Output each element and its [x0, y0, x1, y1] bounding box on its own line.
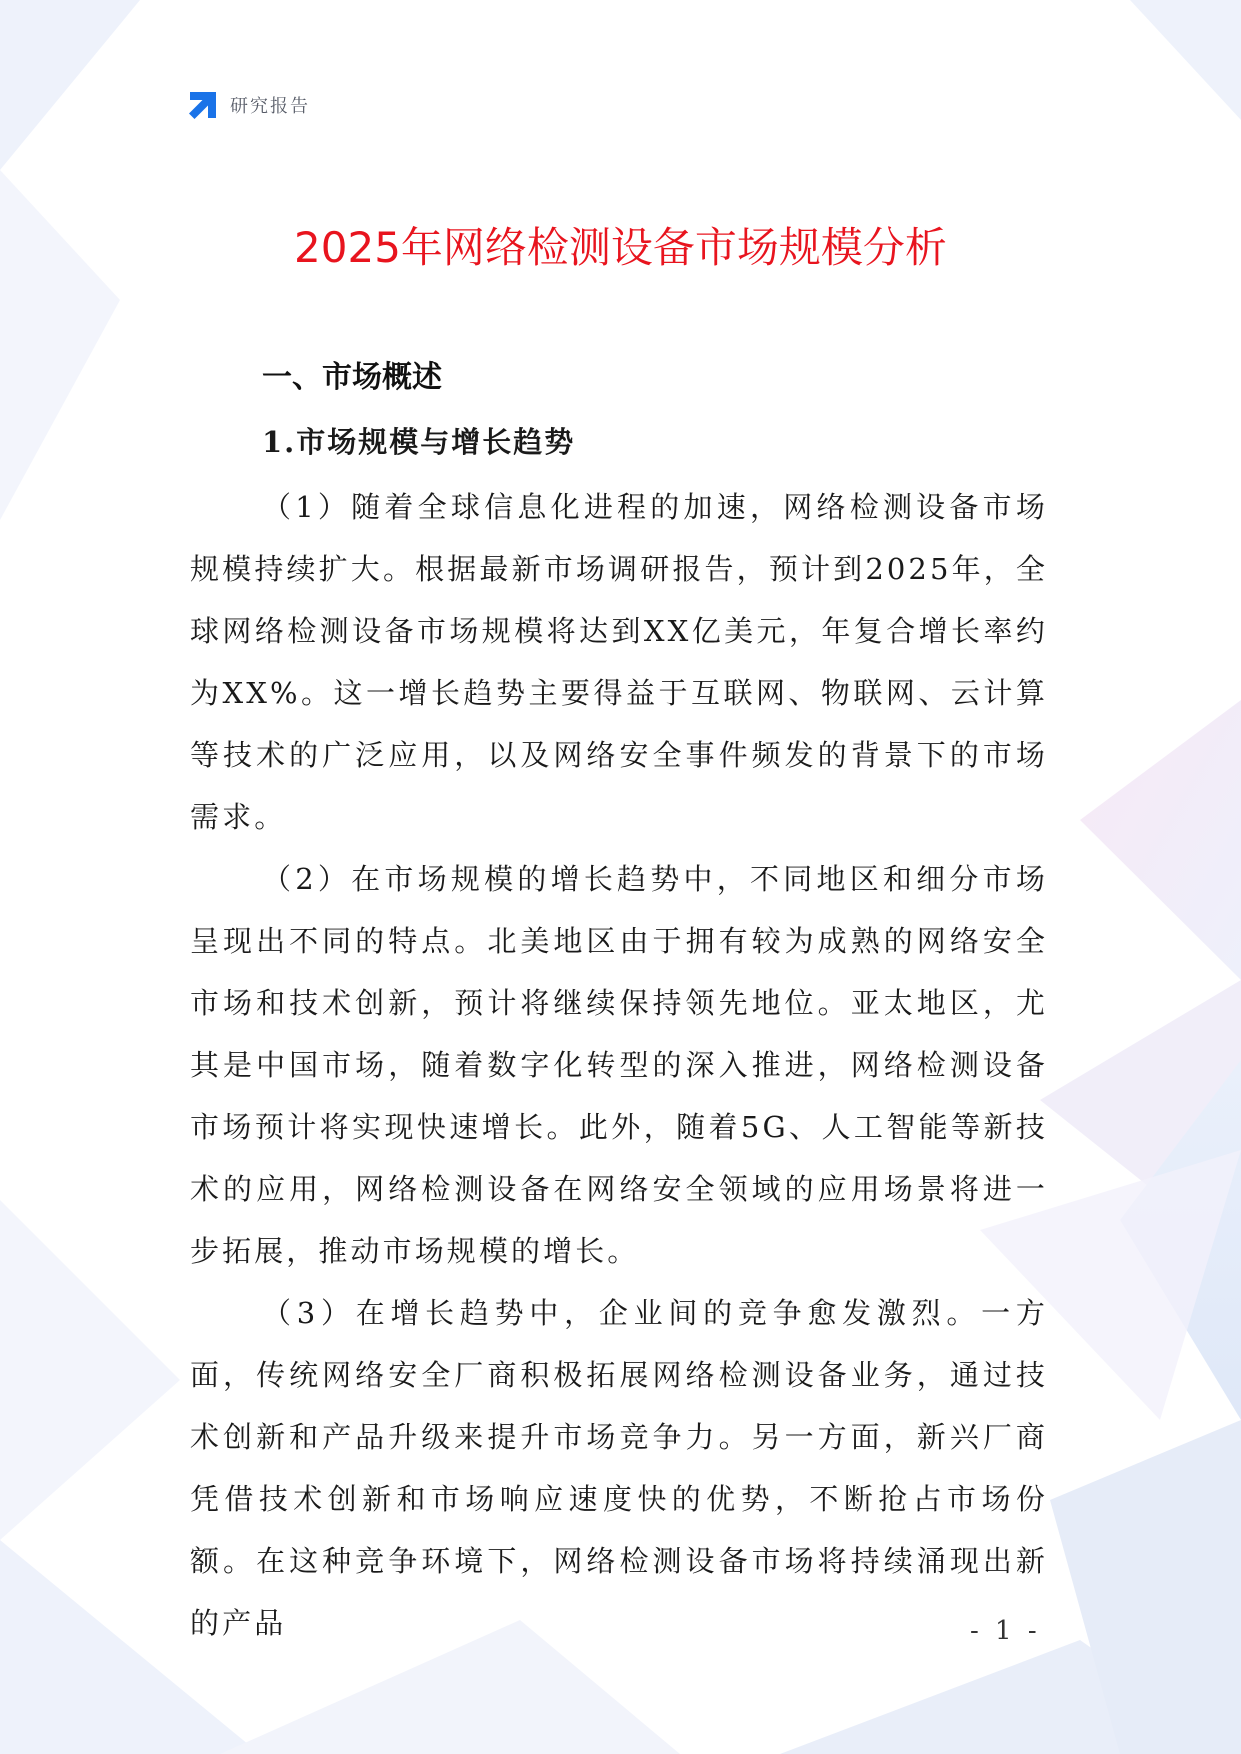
page-number: - 1 - — [970, 1616, 1041, 1646]
page-header — [186, 88, 310, 122]
paragraph: （3）在增长趋势中，企业间的竞争愈发激烈。一方面，传统网络安全厂商积极拓展网络检测设备业务，通过技术创新和产品升级来提升市场竞争力。另一方面，新兴厂商凭借技术创新和市场响应速度快的优势，不断抢占市场份额。在这种竞争环境下，网络检测设备市场将持续涌现出新的产品 — [190, 1296, 1048, 1640]
header-label: 研究报告 — [230, 96, 310, 117]
arrow-up-right-icon — [186, 88, 220, 122]
paragraph: （1）随着全球信息化进程的加速，网络检测设备市场规模持续扩大。根据最新市场调研报告，预计到2025年，全球网络检测设备市场规模将达到XX亿美元，年复合增长率约为XX%。这一增长趋势主要得益于互联网、物联网、云计算等技术的广泛应用，以及网络安全事件频发的背景下的市场需求。 — [190, 490, 1048, 834]
paragraph: （2）在市场规模的增长趋势中，不同地区和细分市场呈现出不同的特点。北美地区由于拥有较为成熟的网络安全市场和技术创新，预计将继续保持领先地位。亚太地区，尤其是中国市场，随着数字化转型的深入推进，网络检测设备市场预计将实现快速增长。此外，随着5G、人工智能等新技术的应用，网络检测设备在网络安全领域的应用场景将进一步拓展，推动市场规模的增长。 — [190, 862, 1048, 1268]
sub-heading: 1.市场规模与增长趋势 — [262, 425, 576, 459]
section-heading: 一、市场概述 — [262, 360, 442, 395]
document-title: 2025年网络检测设备市场规模分析 — [294, 223, 947, 272]
body-text — [190, 476, 1048, 1654]
